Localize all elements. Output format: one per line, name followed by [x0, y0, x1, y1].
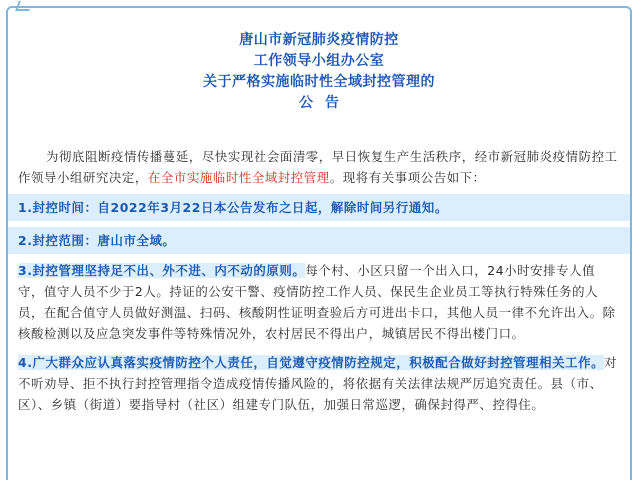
notice-header — [8, 30, 630, 114]
intro-text-after: 。现将有关事项公告如下： — [329, 170, 486, 185]
intro-paragraph — [18, 146, 620, 188]
item-4-body: 对不听劝导、拒不执行封控管理指令造成疫情传播风险的，将依据有关法律法规严厉追究责任。县（市、区）、乡镇（街道）要指导村（社区）组建专门队伍，加强日常巡逻，确保封得严、控得住。 — [18, 355, 618, 412]
header-line-4: 公告 — [299, 95, 351, 111]
item-1-time: 1.封控时间：自2022年3月22日本公告发布之日起，解除时间另行通知。 — [8, 194, 630, 221]
intro-red-emphasis: 在全市实施临时性全域封控管理 — [147, 170, 330, 185]
header-line-2: 工作领导小组办公室 — [253, 53, 385, 69]
item-4-heading: 4.广大群众应认真落实疫情防控个人责任，自觉遵守疫情防控规定，积极配合做好封控管理相关工作。 — [18, 355, 605, 370]
header-line-3: 关于严格实施临时性全域封控管理的 — [203, 74, 435, 90]
item-4-paragraph — [18, 352, 620, 415]
notice-body — [18, 146, 620, 415]
item-3-body: 每个村、小区只留一个出入口，24小时安排专人值守，值守人员不少于2人。持证的公安干警、疫情防控工作人员、保民生企业员工等执行特殊任务的人员，在配合值守人员做好测温、扫码、核酸阴性证明查验后方可进出卡口，其他人员一律不允许出入。除核酸检测以及应急突发事件等特殊情况外，农村居民不得出户，城镇居民不得出楼门口。 — [18, 263, 616, 341]
item-3-heading: 3.封控管理坚持足不出、外不进、内不动的原则。 — [18, 263, 306, 278]
item-2-scope: 2.封控范围：唐山市全域。 — [8, 227, 630, 254]
intro-text-before: 为彻底阻断疫情传播蔓延，尽快实现社会面清零，早日恢复生产生活秩序，经市新冠肺炎疫情防控工作领导小组研究决定， — [18, 149, 618, 185]
item-3-paragraph — [18, 260, 620, 344]
document-frame — [6, 6, 632, 480]
header-line-1: 唐山市新冠肺炎疫情防控 — [239, 32, 399, 48]
